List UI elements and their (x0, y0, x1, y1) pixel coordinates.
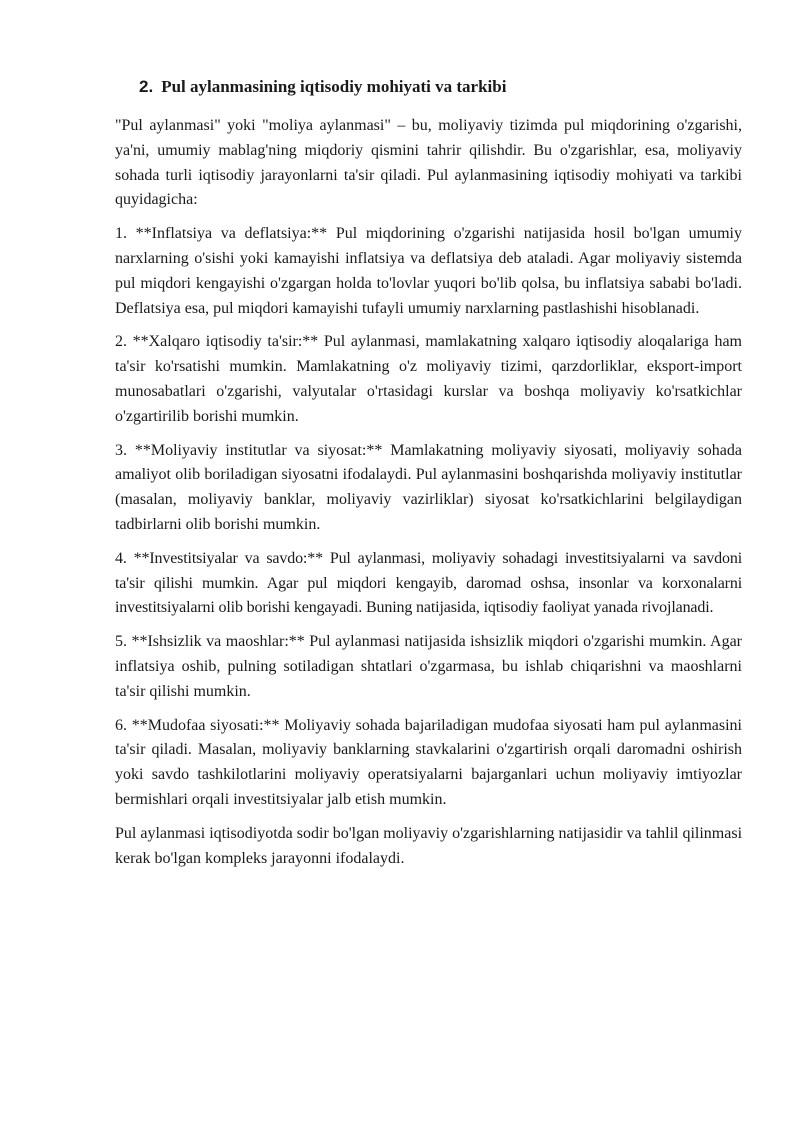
paragraph-item-3: 3. **Moliyaviy institutlar va siyosat:** Mamlakatning moliyaviy siyosati, moliyaviy sohada amaliyot olib boriladigan siyosatni ifodalaydi. Pul aylanmasini boshqarishda moliyaviy institutlar (masalan, moliyaviy banklar, moliyaviy vazirliklar) siyosat ko'rsatkichlarini belgilaydigan tadbirlarni olib borishi mumkin. (115, 441, 742, 533)
paragraph-item-2: 2. **Xalqaro iqtisodiy ta'sir:** Pul aylanmasi, mamlakatning xalqaro iqtisodiy aloqalariga ham ta'sir ko'rsatishi mumkin. Mamlakatning o'z moliyaviy tizimi, qarzdorliklar, eksport-import munosabatlari o'zgarishi, valyutalar o'rtasidagi kurslar va boshqa moliyaviy ko'rsatkichlar o'zgartirilib borishi mumkin. (115, 333, 742, 425)
paragraph-intro: "Pul aylanmasi" yoki "moliya aylanmasi" – bu, moliyaviy tizimda pul miqdorining o'zgarishi, ya'ni, umumiy mablag'ning miqdoriy qismini tahrir qilishdir. Bu o'zgarishlar, esa, moliyaviy sohada turli iqtisodiy jarayonlarni ta'sir qiladi. Pul aylanmasining iqtisodiy mohiyati va tarkibi quyidagicha: (115, 117, 742, 209)
section-heading (115, 74, 742, 100)
paragraph-conclusion: Pul aylanmasi iqtisodiyotda sodir bo'lgan moliyaviy o'zgarishlarning natijasidir va tahlil qilinmasi kerak bo'lgan kompleks jarayonni ifodalaydi. (115, 824, 743, 867)
document-page (115, 74, 742, 880)
section-number: 2. (139, 77, 154, 96)
paragraph-item-1: 1. **Inflatsiya va deflatsiya:** Pul miqdorining o'zgarishi natijasida hosil bo'lgan umumiy narxlarning o'sishi yoki kamayishi inflatsiya va deflatsiya deb ataladi. Agar moliyaviy sistemda pul miqdori kengayishi o'zgargan holda to'lovlar yuqori bo'lib qolsa, bu inflatsiya sababi bo'ladi. Deflatsiya esa, pul miqdori kamayishi tufayli umumiy narxlarning pastlashishi hisoblanadi. (115, 225, 742, 317)
section-title: Pul aylanmasining iqtisodiy mohiyati va tarkibi (161, 77, 507, 96)
paragraph-item-5: 5. **Ishsizlik va maoshlar:** Pul aylanmasi natijasida ishsizlik miqdori o'zgarishi mumkin. Agar inflatsiya oshib, pulning sotiladigan shtatlari o'zgarmasa, bu ishlab chiqarishni va maoshlarni ta'sir qilishi mumkin. (115, 633, 742, 700)
paragraph-item-4: 4. **Investitsiyalar va savdo:** Pul aylanmasi, moliyaviy sohadagi investitsiyalarni va savdoni ta'sir qilishi mumkin. Agar pul miqdori kengayib, daromad oshsa, insonlar va korxonalarni investitsiyalarni olib borishi kengayadi. Buning natijasida, iqtisodiy faoliyat yanada rivojlanadi. (115, 549, 742, 617)
paragraph-item-6: 6. **Mudofaa siyosati:** Moliyaviy sohada bajariladigan mudofaa siyosati ham pul aylanmasini ta'sir qiladi. Masalan, moliyaviy banklarning stavkalarini o'zgartirish orqali daromadni oshirish yoki savdo tashkilotlarini moliyaviy operatsiyalarni bajarganlari uchun moliyaviy imtiyozlar bermishlari orqali investitsiyalar jalb etish mumkin. (115, 716, 742, 808)
